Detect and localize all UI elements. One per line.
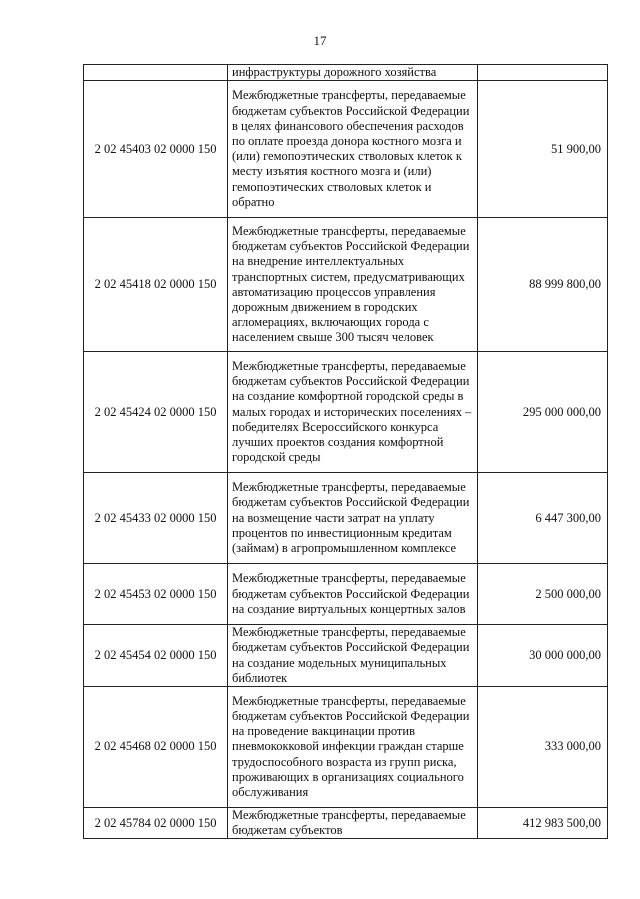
row-amount: 333 000,00 [478, 687, 608, 808]
table-row [84, 625, 608, 687]
row-code: 2 02 45453 02 0000 150 [84, 564, 228, 625]
row-amount: 30 000 000,00 [478, 625, 608, 687]
row-code: 2 02 45784 02 0000 150 [84, 808, 228, 839]
row-code: 2 02 45468 02 0000 150 [84, 687, 228, 808]
row-description: Межбюджетные трансферты, передаваемые бюджетам субъектов Российской Федерации на создание комфортной городской среды в малых городах и исторических поселениях – победителях Всероссийского конкурса лучших проектов создания комфортной городской среды [228, 352, 478, 473]
row-description: Межбюджетные трансферты, передаваемые бюджетам субъектов Российской Федерации в целях финансового обеспечения расходов по оплате проезда донора костного мозга и (или) гемопоэтических стволовых клеток к месту изъятия костного мозга и (или) гемопоэтических стволовых клеток и обратно [228, 81, 478, 218]
row-code: 2 02 45418 02 0000 150 [84, 218, 228, 352]
row-description: Межбюджетные трансферты, передаваемые бюджетам субъектов Российской Федерации на создание модельных муниципальных библиотек [228, 625, 478, 687]
row-amount: 6 447 300,00 [478, 473, 608, 564]
table-row [84, 564, 608, 625]
row-amount: 2 500 000,00 [478, 564, 608, 625]
row-description: Межбюджетные трансферты, передаваемые бюджетам субъектов Российской Федерации на внедрение интеллектуальных транспортных систем, предусматривающих автоматизацию процессов управления дорожным движением в городских агломерациях, включающих города с населением свыше 300 тысяч человек [228, 218, 478, 352]
row-description: Межбюджетные трансферты, передаваемые бюджетам субъектов Российской Федерации на создание виртуальных концертных залов [228, 564, 478, 625]
table-row [84, 687, 608, 808]
row-amount: 88 999 800,00 [478, 218, 608, 352]
table-row [84, 65, 608, 81]
row-amount [478, 65, 608, 81]
row-code: 2 02 45454 02 0000 150 [84, 625, 228, 687]
row-description: инфраструктуры дорожного хозяйства [228, 65, 478, 81]
page-number: 17 [313, 33, 327, 48]
row-code: 2 02 45433 02 0000 150 [84, 473, 228, 564]
row-code: 2 02 45424 02 0000 150 [84, 352, 228, 473]
row-description: Межбюджетные трансферты, передаваемые бюджетам субъектов Российской Федерации на проведение вакцинации против пневмококковой инфекции граждан старше трудоспособного возраста из групп риска, проживающих в организациях социального обслуживания [228, 687, 478, 808]
table-row [84, 81, 608, 218]
row-description: Межбюджетные трансферты, передаваемые бюджетам субъектов [228, 808, 478, 839]
row-description: Межбюджетные трансферты, передаваемые бюджетам субъектов Российской Федерации на возмещение части затрат на уплату процентов по инвестиционным кредитам (займам) в агропромышленном комплексе [228, 473, 478, 564]
table-row [84, 352, 608, 473]
row-amount: 412 983 500,00 [478, 808, 608, 839]
table-row [84, 473, 608, 564]
row-code [84, 65, 228, 81]
row-amount: 295 000 000,00 [478, 352, 608, 473]
row-amount: 51 900,00 [478, 81, 608, 218]
budget-table [83, 64, 608, 839]
table-row [84, 218, 608, 352]
row-code: 2 02 45403 02 0000 150 [84, 81, 228, 218]
table-row [84, 808, 608, 839]
